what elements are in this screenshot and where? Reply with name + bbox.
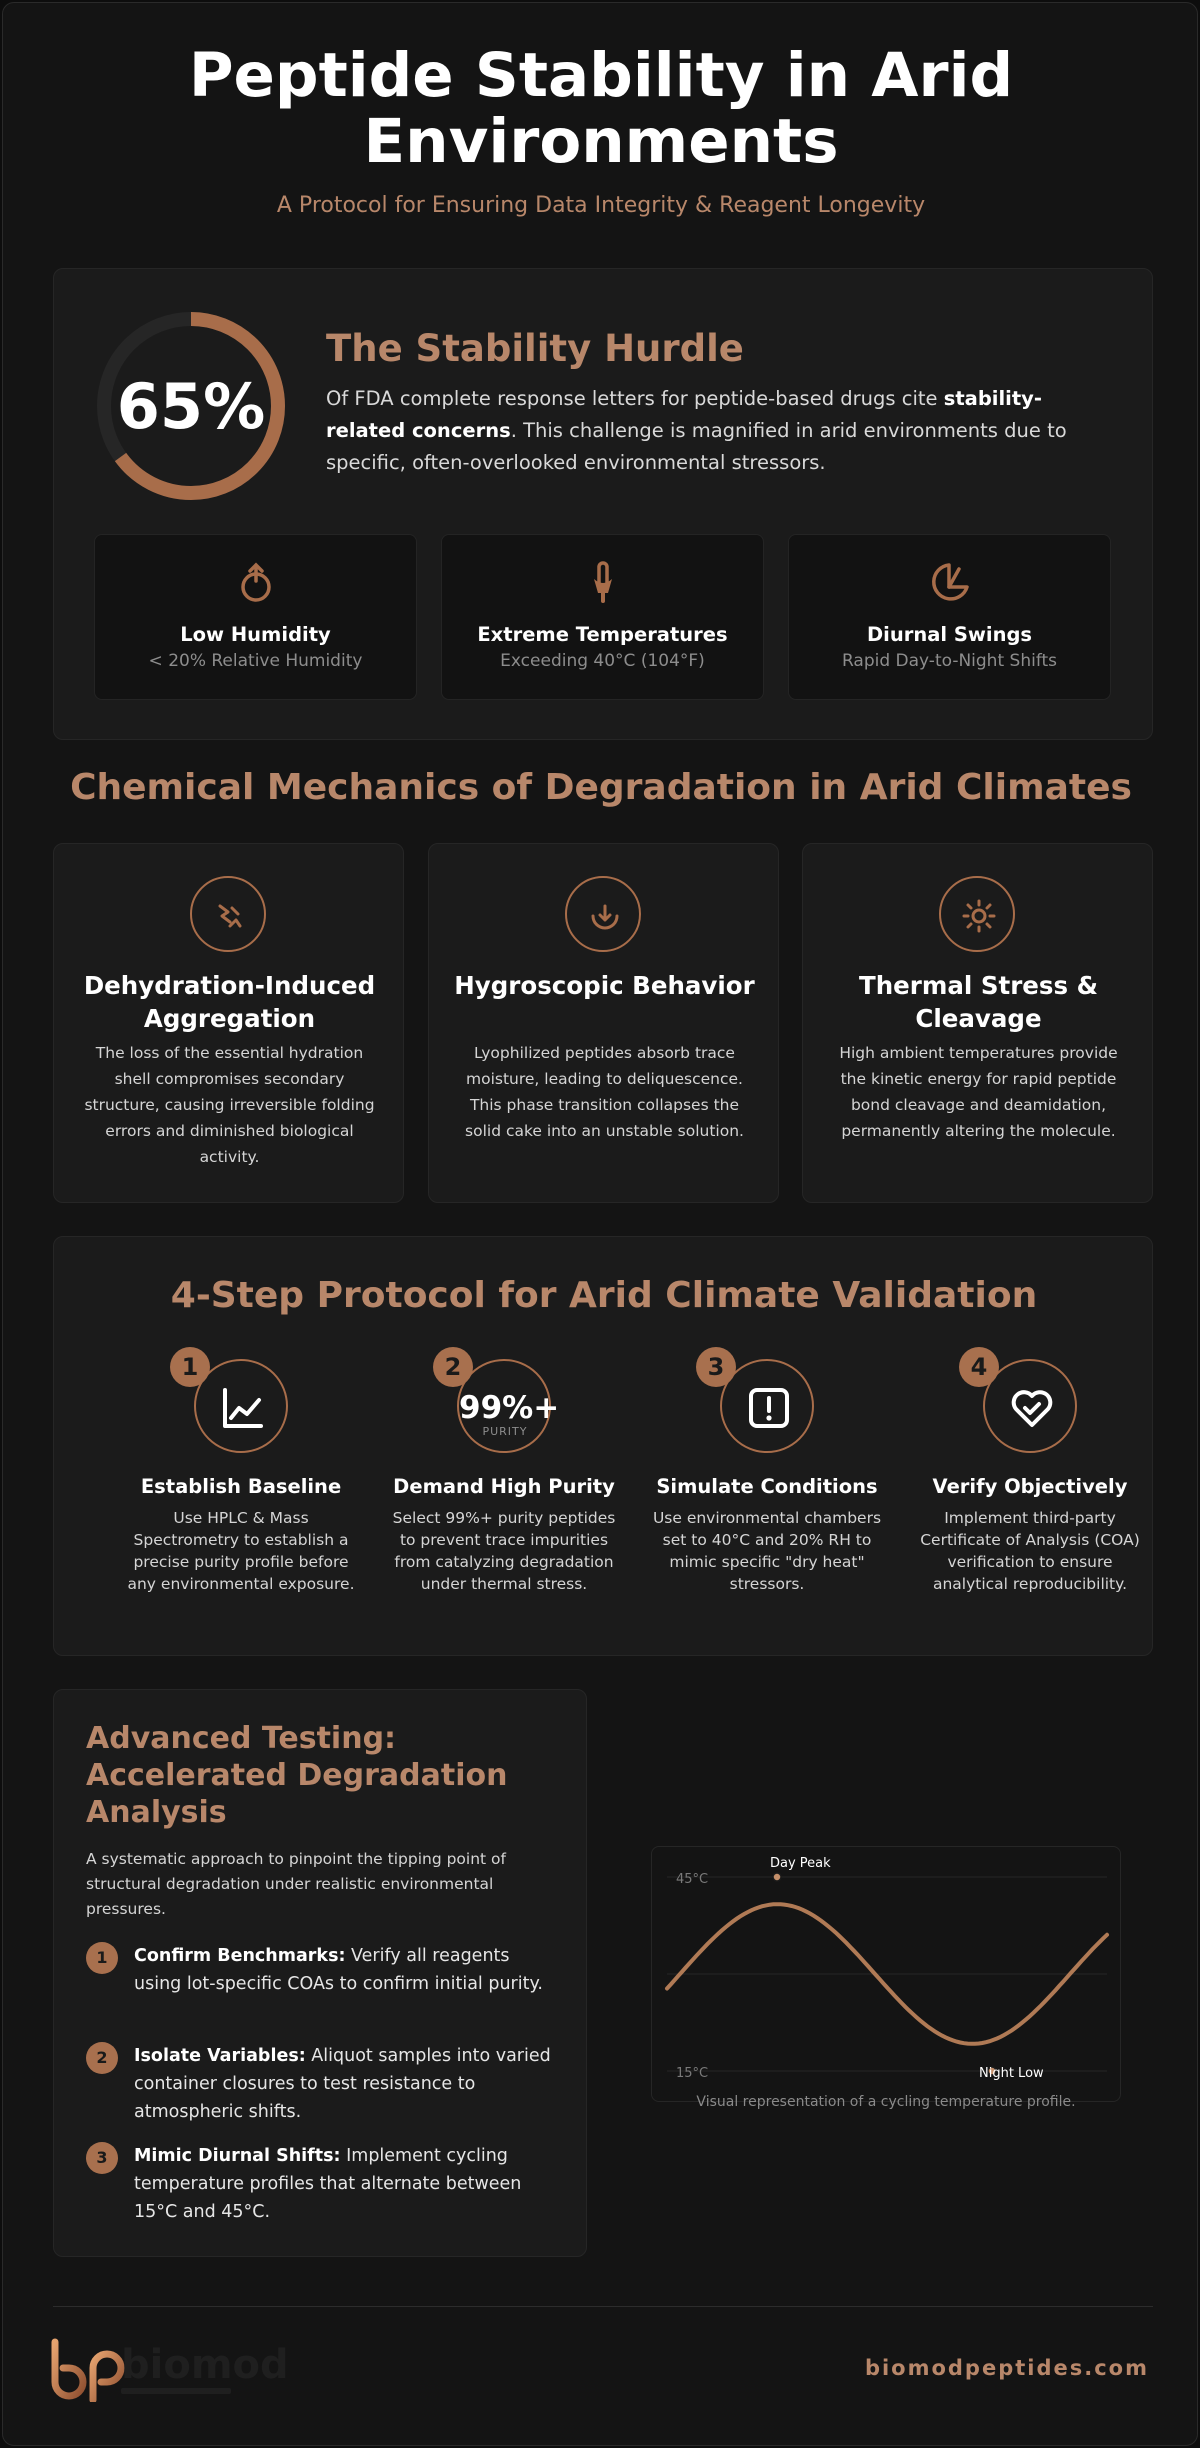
item-text: Aliquot samples into varied container closures to test resistance to atmospheric shifts. <box>134 2046 551 2122</box>
mechanism-desc: Lyophilized peptides absorb trace moisture, leading to deliquescence. This phase transition collapses the solid cake into an unstable solution. <box>465 1044 744 1140</box>
step-number-badge: 1 <box>170 1347 210 1387</box>
sun-icon <box>959 896 999 936</box>
mechanism-desc: High ambient temperatures provide the kinetic energy for rapid peptide bond cleavage and deamidation, permanently altering the molecule. <box>839 1044 1118 1140</box>
footer-domain-link[interactable]: biomodpeptides.com <box>864 2356 1149 2380</box>
mechanics-title: Chemical Mechanics of Degradation in Arid Climates <box>70 767 1132 808</box>
alert-square-icon <box>747 1386 791 1430</box>
item-bold: Mimic Diurnal Shifts: <box>134 2146 341 2166</box>
mechanism-card-hygroscopic <box>428 843 779 1203</box>
mechanism-desc: The loss of the essential hydration shell compromises secondary structure, causing irreversible folding errors and diminished biological activity. <box>84 1044 375 1166</box>
step-title: Verify Objectively <box>932 1475 1128 1498</box>
item-number-badge: 2 <box>86 2042 118 2074</box>
purity-value: 99%+ <box>459 1390 560 1426</box>
night-low-label: Night Low <box>979 2066 1044 2081</box>
step-title: Simulate Conditions <box>656 1475 878 1498</box>
droplet-icon <box>231 557 281 607</box>
stressor-title: Low Humidity <box>180 623 331 646</box>
advanced-title: Advanced Testing: Accelerated Degradation Analysis <box>86 1721 508 1830</box>
mechanism-title: Hygroscopic Behavior <box>454 971 755 1000</box>
step-desc: Use HPLC & Mass Spectrometry to establish a precise purity profile before any environmental exposure. <box>127 1509 355 1593</box>
page-title: Peptide Stability in Arid Environments <box>188 40 1014 177</box>
stressor-extreme-temperatures <box>441 534 764 700</box>
svg-text:biomod: biomod <box>121 2342 289 2388</box>
item-number-badge: 1 <box>86 1942 118 1974</box>
stressor-title: Diurnal Swings <box>866 623 1033 646</box>
stressor-desc: Rapid Day-to-Night Shifts <box>841 651 1058 671</box>
step-title: Establish Baseline <box>140 1475 342 1498</box>
mechanism-card-aggregation <box>53 843 404 1203</box>
day-peak-point <box>773 1873 781 1881</box>
stability-body: Of FDA complete response letters for peptide-based drugs cite stability-related concerns. This challenge is magnified in arid environments due to specific, often-overlooked environmental stressors. <box>326 387 1067 474</box>
advanced-testing-card <box>53 1689 587 2257</box>
stressor-low-humidity <box>94 534 417 700</box>
heart-check-icon <box>1010 1386 1054 1430</box>
chart-caption: Visual representation of a cycling temperature profile. <box>696 2094 1076 2110</box>
stressor-title: Extreme Temperatures <box>477 623 728 646</box>
day-night-icon <box>925 557 975 607</box>
y-tick-label: 15°C <box>676 2066 709 2081</box>
thermometer-icon <box>578 557 628 607</box>
step-title: Demand High Purity <box>393 1475 615 1498</box>
infographic-page <box>2 2 1198 2446</box>
purity-badge <box>459 1390 560 1438</box>
step-desc: Use environmental chambers set to 40°C and 20% RH to mimic specific "dry heat" stressors. <box>652 1509 882 1593</box>
step-number-badge: 3 <box>696 1347 736 1387</box>
percent-label: 65% <box>116 369 266 443</box>
item-bold: Isolate Variables: <box>134 2046 306 2066</box>
stressor-diurnal-swings <box>788 534 1111 700</box>
item-number-badge: 3 <box>86 2142 118 2174</box>
header <box>3 40 1198 218</box>
mechanism-title: Thermal Stress & Cleavage <box>859 971 1098 1033</box>
brand-logo <box>51 2338 291 2402</box>
item-text: Verify all reagents using lot-specific COAs to confirm initial purity. <box>134 1946 543 1994</box>
protocol-card <box>53 1236 1153 1656</box>
stability-hurdle-card <box>53 268 1153 740</box>
advanced-intro: A systematic approach to pinpoint the tipping point of structural degradation under realistic environmental pressures. <box>86 1850 506 1918</box>
purity-label: PURITY <box>482 1425 528 1438</box>
item-text: Implement cycling temperature profiles that alternate between 15°C and 45°C. <box>134 2146 522 2222</box>
stability-title: The Stability Hurdle <box>326 327 744 370</box>
step-desc: Select 99%+ purity peptides to prevent trace impurities from catalyzing degradation under thermal stress. <box>392 1509 616 1593</box>
chart-canvas <box>652 1847 1122 2103</box>
step-desc: Implement third-party Certificate of Analysis (COA) verification to ensure analytical reproducibility. <box>920 1509 1140 1593</box>
stressor-desc: Exceeding 40°C (104°F) <box>500 651 705 671</box>
step-number-badge: 2 <box>433 1347 473 1387</box>
step-number-badge: 4 <box>959 1347 999 1387</box>
moisture-absorb-icon <box>585 896 625 936</box>
item-bold: Confirm Benchmarks: <box>134 1946 346 1966</box>
line-chart-icon <box>221 1386 265 1430</box>
mechanism-card-thermal <box>802 843 1153 1203</box>
y-tick-label: 45°C <box>676 1872 709 1887</box>
stressor-desc: < 20% Relative Humidity <box>148 651 363 671</box>
aggregation-icon <box>210 896 250 936</box>
mechanism-title: Dehydration-Induced Aggregation <box>83 971 376 1033</box>
protocol-title: 4-Step Protocol for Arid Climate Validation <box>170 1275 1038 1316</box>
temperature-cycle-chart <box>651 1846 1121 2102</box>
page-subtitle: A Protocol for Ensuring Data Integrity & Reagent Longevity <box>276 193 926 218</box>
day-peak-label: Day Peak <box>770 1856 831 1871</box>
footer-divider <box>53 2306 1153 2307</box>
